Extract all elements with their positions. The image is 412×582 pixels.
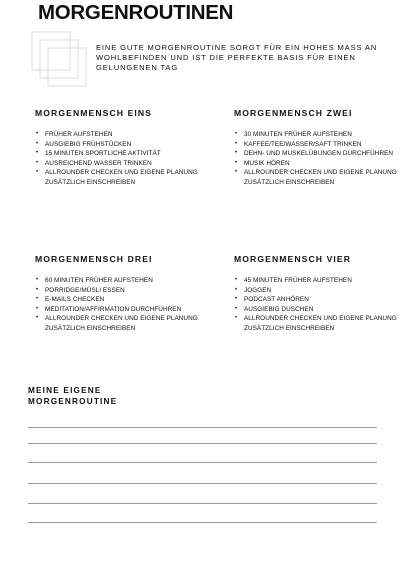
list-item: • MUSIK HÖREN bbox=[234, 159, 404, 169]
page-title: MORGENROUTINEN bbox=[38, 1, 234, 24]
routine-list bbox=[234, 130, 404, 187]
list-item: • JOGGEN bbox=[234, 286, 404, 296]
list-item: • ALLROUNDER CHECKEN UND EIGENE PLANUNG ZUSÄTZLICH EINSCHREIBEN bbox=[35, 168, 215, 187]
list-item: • DEHN- UND MUSKELÜBUNGEN DURCHFÜHREN bbox=[234, 149, 404, 159]
writing-line[interactable] bbox=[28, 427, 377, 428]
list-item: • PODCAST ANHÖREN bbox=[234, 295, 404, 305]
intro-text: EINE GUTE MORGENROUTINE SORGT FÜR EIN HOHES MASS AN WOHLBEFINDEN UND IST DIE PERFEKTE BASIS FÜR EINEN GELUNGENEN TAG bbox=[96, 43, 378, 73]
list-item: • MEDITATION/AFFIRMATION DURCHFÜHREN bbox=[35, 305, 215, 315]
list-item: • KAFFEE/TEE/WASSER/SAFT TRINKEN bbox=[234, 140, 404, 150]
list-item: • 45 MINUTEN FRÜHER AUFSTEHEN bbox=[234, 276, 404, 286]
routine-list bbox=[234, 276, 404, 333]
list-item: • ALLROUNDER CHECKEN UND EIGENE PLANUNG ZUSÄTZLICH EINSCHREIBEN bbox=[35, 314, 215, 333]
section-heading: MORGENMENSCH EINS bbox=[35, 108, 153, 118]
routine-list bbox=[35, 130, 215, 187]
writing-line[interactable] bbox=[28, 483, 377, 484]
section-heading: MORGENMENSCH ZWEI bbox=[234, 108, 353, 118]
section-morgenmensch-drei bbox=[35, 254, 215, 333]
section-morgenmensch-vier bbox=[234, 254, 404, 333]
list-item: • 30 MINUTEN FRÜHER AUFSTEHEN bbox=[234, 130, 404, 140]
writing-line[interactable] bbox=[28, 522, 377, 523]
writing-line[interactable] bbox=[28, 503, 377, 504]
section-morgenmensch-eins bbox=[35, 108, 215, 187]
list-item: • FRÜHER AUFSTEHEN bbox=[35, 130, 215, 140]
routine-list bbox=[35, 276, 215, 333]
writing-line[interactable] bbox=[28, 443, 377, 444]
section-morgenmensch-zwei bbox=[234, 108, 404, 187]
list-item: • ALLROUNDER CHECKEN UND EIGENE PLANUNG ZUSÄTZLICH EINSCHREIBEN bbox=[234, 168, 404, 187]
list-item: • 60 MINUTEN FRÜHER AUFSTEHEN bbox=[35, 276, 215, 286]
list-item: • AUSGIEBIG FRÜHSTÜCKEN bbox=[35, 140, 215, 150]
list-item: • E-MAILS CHECKEN bbox=[35, 295, 215, 305]
list-item: • AUSGIEBIG DUSCHEN bbox=[234, 305, 404, 315]
writing-line[interactable] bbox=[28, 462, 377, 463]
own-routine-title: MEINE EIGENE MORGENROUTINE bbox=[28, 386, 118, 406]
list-item: • ALLROUNDER CHECKEN UND EIGENE PLANUNG ZUSÄTZLICH EINSCHREIBEN bbox=[234, 314, 404, 333]
overlapping-squares-icon bbox=[30, 30, 90, 92]
list-item: • AUSREICHEND WASSER TRINKEN bbox=[35, 159, 215, 169]
list-item: • 15 MINUTEN SPORTLICHE AKTIVITÄT bbox=[35, 149, 215, 159]
section-heading: MORGENMENSCH VIER bbox=[234, 254, 352, 264]
section-heading: MORGENMENSCH DREI bbox=[35, 254, 153, 264]
list-item: • PORRIDGE/MÜSLI ESSEN bbox=[35, 286, 215, 296]
